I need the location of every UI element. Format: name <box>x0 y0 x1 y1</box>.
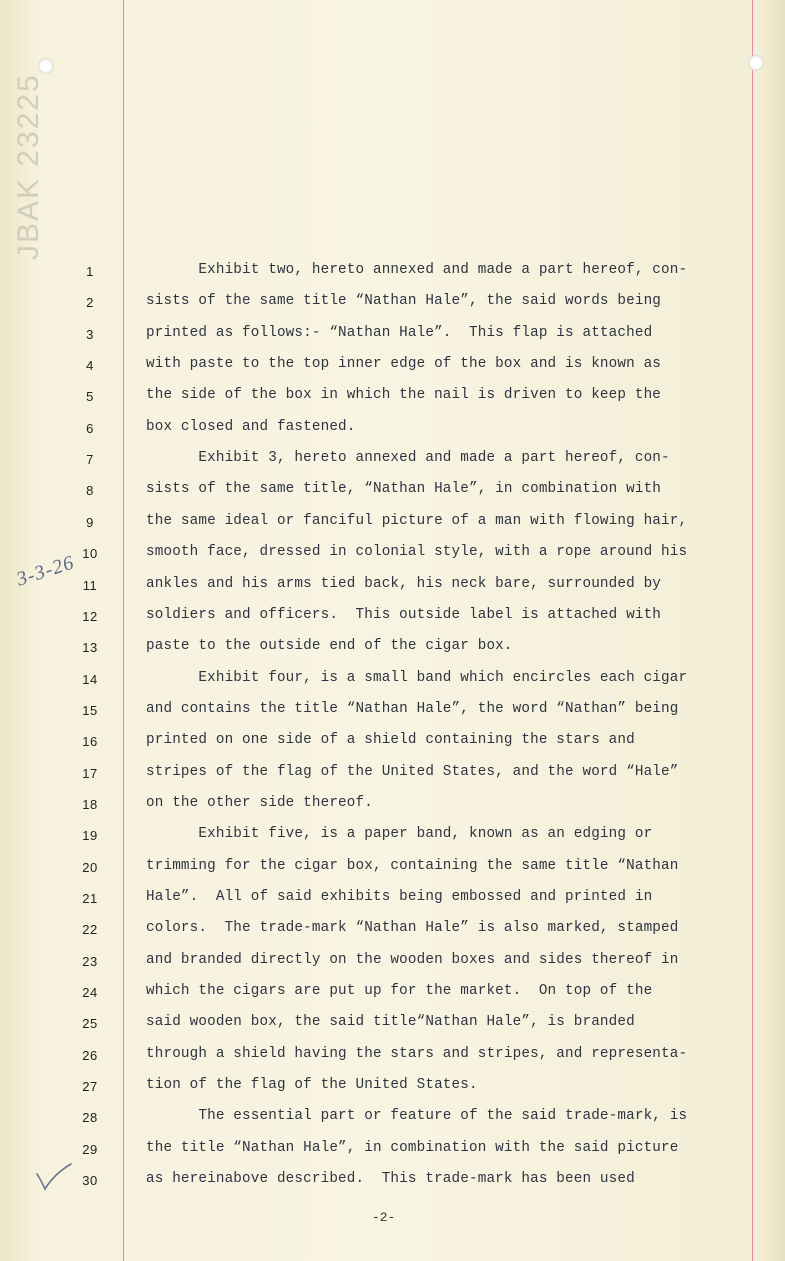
line-number: 1 <box>86 264 94 279</box>
text-line: trimming for the cigar box, containing the same title “Nathan <box>146 857 679 874</box>
line-number: 30 <box>82 1173 98 1189</box>
text-line: printed on one side of a shield containing the stars and <box>146 732 635 749</box>
line-number: 11 <box>82 577 98 593</box>
line-number: 16 <box>82 734 98 750</box>
line-number: 8 <box>86 483 94 499</box>
line-number: 12 <box>82 608 98 624</box>
line-number: 18 <box>82 796 98 812</box>
line-number: 20 <box>82 859 98 875</box>
text-line: Exhibit four, is a small band which encircles each cigar <box>146 669 688 686</box>
line-number: 24 <box>82 985 98 1001</box>
text-line: sists of the same title “Nathan Hale”, the said words being <box>146 293 662 310</box>
punch-hole-right <box>748 55 764 71</box>
line-number: 22 <box>82 922 98 938</box>
text-line: Exhibit 3, hereto annexed and made a part hereof, con- <box>146 450 670 467</box>
line-number: 9 <box>86 514 94 530</box>
text-line: smooth face, dressed in colonial style, with a rope around his <box>146 544 688 561</box>
line-number: 7 <box>86 452 94 468</box>
text-line: on the other side thereof. <box>146 794 373 811</box>
text-line: which the cigars are put up for the market. On top of the <box>146 983 653 1000</box>
text-line: through a shield having the stars and stripes, and representa- <box>146 1045 688 1062</box>
text-line: soldiers and officers. This outside label is attached with <box>146 606 662 623</box>
text-line: paste to the outside end of the cigar box. <box>146 638 513 655</box>
text-line: ankles and his arms tied back, his neck bare, surrounded by <box>146 575 662 592</box>
line-number: 29 <box>82 1141 98 1157</box>
line-number: 15 <box>82 702 98 718</box>
left-margin-line <box>123 0 124 1261</box>
text-line: tion of the flag of the United States. <box>146 1077 478 1094</box>
text-line: and contains the title “Nathan Hale”, the word “Nathan” being <box>146 700 679 717</box>
line-number: 27 <box>82 1079 98 1095</box>
text-line: the title “Nathan Hale”, in combination with the said picture <box>146 1139 679 1156</box>
check-mark-icon <box>34 1162 74 1192</box>
line-number: 17 <box>82 765 98 781</box>
right-margin-line <box>752 0 753 1261</box>
line-number: 13 <box>82 640 98 656</box>
line-number: 10 <box>82 546 98 562</box>
text-line: The essential part or feature of the said trade-mark, is <box>146 1108 688 1125</box>
line-number: 28 <box>82 1110 98 1126</box>
page-number: -2- <box>372 1210 396 1225</box>
text-line: Exhibit two, hereto annexed and made a part hereof, con- <box>146 262 688 278</box>
text-line: Hale”. All of said exhibits being embossed and printed in <box>146 889 653 905</box>
line-number: 4 <box>86 358 94 374</box>
handwritten-margin-note: 3-3-26 <box>13 551 78 591</box>
line-number: 26 <box>82 1047 98 1063</box>
line-number: 21 <box>82 891 98 906</box>
text-line: stripes of the flag of the United States, and the word “Hale” <box>146 763 679 780</box>
text-line: the side of the box in which the nail is driven to keep the <box>146 387 662 404</box>
text-line: colors. The trade-mark “Nathan Hale” is also marked, stamped <box>146 920 679 937</box>
line-number: 14 <box>82 671 98 687</box>
faded-stamp: JBAK 23225 <box>12 73 45 260</box>
punch-hole-left <box>38 58 54 74</box>
line-number: 25 <box>82 1016 98 1032</box>
text-line: as hereinabove described. This trade-mark has been used <box>146 1171 635 1188</box>
text-line: and branded directly on the wooden boxes and sides thereof in <box>146 951 679 968</box>
text-line: with paste to the top inner edge of the box and is known as <box>146 356 662 373</box>
line-number: 3 <box>86 326 94 342</box>
text-line: box closed and fastened. <box>146 418 356 435</box>
line-number: 19 <box>82 828 98 844</box>
text-line: said wooden box, the said title“Nathan Hale”, is branded <box>146 1014 635 1031</box>
text-line: sists of the same title, “Nathan Hale”, in combination with <box>146 481 662 498</box>
text-line: the same ideal or fanciful picture of a man with flowing hair, <box>146 512 688 529</box>
line-number: 2 <box>86 295 94 311</box>
text-line: printed as follows:- “Nathan Hale”. This flap is attached <box>146 324 653 341</box>
line-number: 5 <box>86 389 94 405</box>
line-number: 6 <box>86 420 94 436</box>
line-number: 23 <box>82 953 98 969</box>
text-line: Exhibit five, is a paper band, known as an edging or <box>146 826 653 843</box>
